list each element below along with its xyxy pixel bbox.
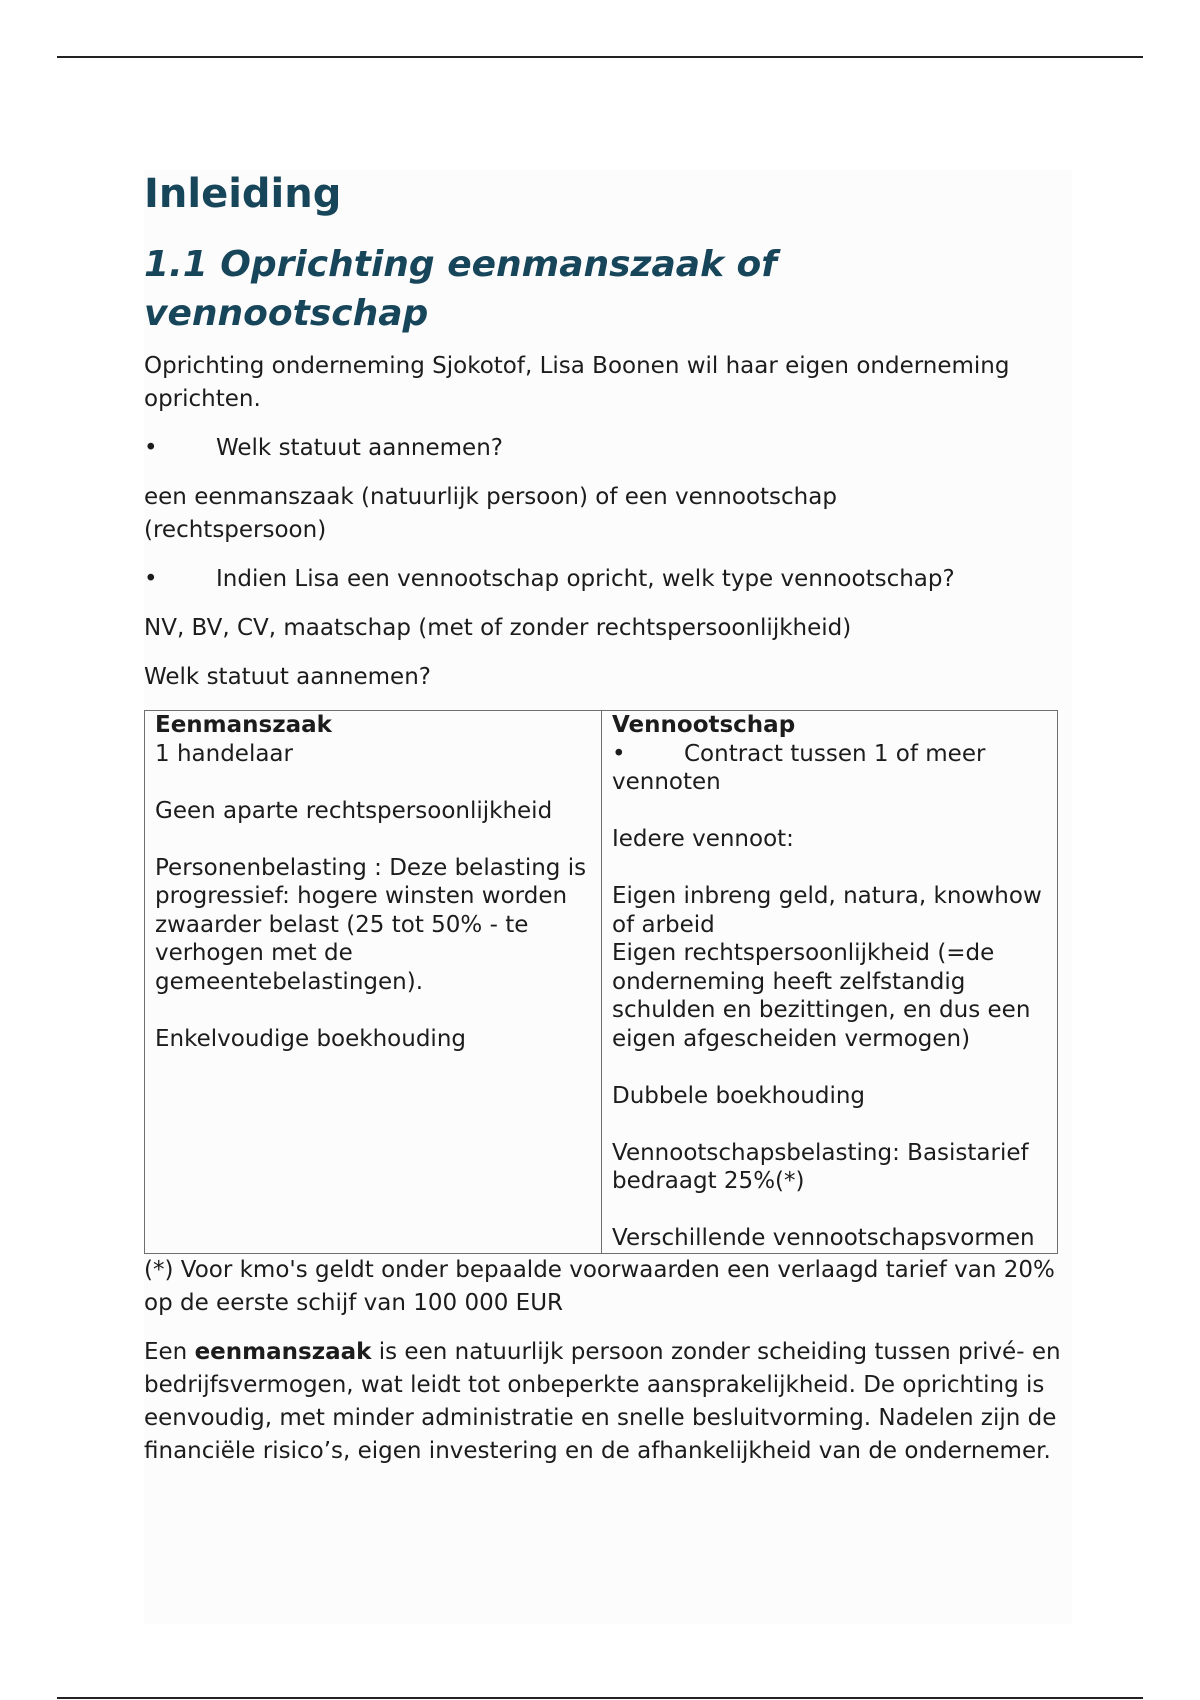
question-bullet-2 — [144, 563, 1072, 596]
table-footnote: (*) Voor kmo's geldt onder bepaalde voorwaarden een verlaagd tarief van 20% op de eerste schijf van 100 000 EUR — [144, 1256, 1055, 1316]
intro-paragraph: Oprichting onderneming Sjokotof, Lisa Boonen wil haar eigen onderneming oprichten. — [144, 353, 1010, 412]
question-text: Indien Lisa een vennootschap opricht, welk type vennootschap? — [216, 566, 955, 592]
cell-line: Enkelvoudige boekhouding — [155, 1025, 466, 1052]
cell-line: Vennootschapsbelasting: Basistarief bedraagt 25%(*) — [612, 1139, 1029, 1194]
header-rule — [57, 56, 1143, 58]
bullet-marker: • — [612, 740, 626, 767]
body-paragraph — [144, 1336, 1072, 1468]
cell-line: Eigen inbreng geld, natura, knowhow of arbeid — [612, 883, 1042, 938]
para-prefix: Een — [144, 1338, 195, 1365]
cell-line: Personenbelasting : Deze belasting is progressief: hogere winsten worden zwaarder belast (25 tot 50% - te verhogen met de gemeentebelastingen). — [155, 854, 587, 995]
cell-line: Dubbele boekhouding — [612, 1082, 866, 1109]
bullet-marker: • — [144, 566, 158, 592]
column-header: Vennootschap — [612, 712, 796, 738]
para-bold-term: eenmanszaak — [194, 1338, 372, 1365]
cell-line: 1 handelaar — [155, 740, 293, 767]
para-rest: is een natuurlijk persoon zonder scheiding tussen privé- en bedrijfsvermogen, wat leidt tot onbeperkte aansprakelijkheid. De oprichting is eenvoudig, met minder administratie en snelle besluitvorming. Nadelen zijn de financiële risico’s, eigen investering en de afhankelijkheid van de ondernemer. — [144, 1338, 1061, 1464]
question-bullet-1 — [144, 432, 1072, 465]
column-header: Eenmanszaak — [155, 712, 332, 738]
footer-rule — [57, 1697, 1143, 1699]
question-text: Welk statuut aannemen? — [216, 435, 503, 461]
cell-bullet — [612, 740, 1047, 797]
cell-line: Iedere vennoot: — [612, 826, 794, 852]
heading-inleiding: Inleiding — [144, 171, 342, 217]
cell-line: Geen aparte rechtspersoonlijkheid — [155, 797, 553, 824]
table-row — [145, 711, 1058, 1254]
answer-paragraph-2: NV, BV, CV, maatschap (met of zonder rechtspersoonlijkheid) — [144, 615, 852, 641]
answer-paragraph-1: een eenmanszaak (natuurlijk persoon) of een vennootschap (rechtspersoon) — [144, 484, 837, 543]
bullet-marker: • — [144, 435, 158, 461]
heading-section-1-1: 1.1 Oprichting eenmanszaak of vennootschap — [144, 244, 777, 334]
question-paragraph-3: Welk statuut aannemen? — [144, 664, 431, 690]
table-cell-vennootschap — [602, 711, 1058, 1254]
cell-bullet-text: Contract tussen 1 of meer vennoten — [612, 740, 986, 795]
comparison-table — [144, 710, 1058, 1254]
table-cell-eenmanszaak — [145, 711, 602, 1254]
document-page — [144, 170, 1072, 1624]
cell-line: Eigen rechtspersoonlijkheid (=de onderneming heeft zelfstandig schulden en bezittingen, en dus een eigen afgescheiden vermogen) — [612, 940, 1031, 1052]
cell-line: Verschillende vennootschapsvormen — [612, 1225, 1035, 1251]
